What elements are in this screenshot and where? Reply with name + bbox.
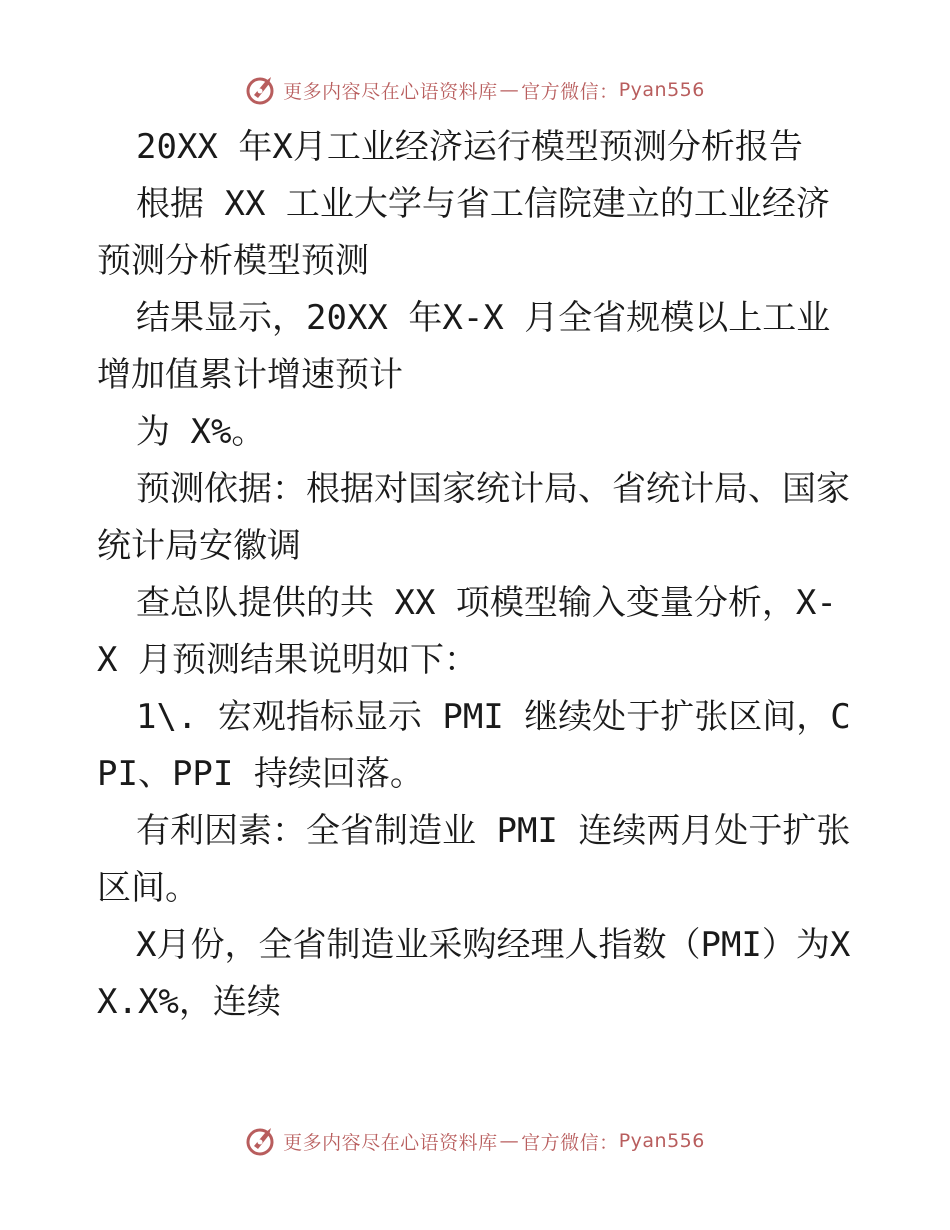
watermark-handle: Pyan556: [618, 1130, 705, 1152]
paragraph-pmi-detail: X月份，全省制造业采购经理人指数（PMI）为XX.X%，连续: [97, 925, 851, 1022]
report-title: 20XX 年X月工业经济运行模型预测分析报告: [136, 127, 803, 167]
paragraph-basis-continued: 查总队提供的共 XX 项模型输入变量分析，X-X 月预测结果说明如下：: [97, 583, 837, 680]
watermark-suffix: 官方微信：: [521, 80, 619, 103]
paragraph-favorable-factors: 有利因素：全省制造业 PMI 连续两月处于扩张区间。: [97, 811, 851, 908]
watermark-text: 更多内容尽在心语资料库: [283, 80, 498, 103]
pen-nib-circle-icon: [245, 1124, 279, 1158]
paragraph-model-intro: 根据 XX 工业大学与省工信院建立的工业经济预测分析模型预测: [97, 184, 830, 281]
paragraph-basis: 预测依据：根据对国家统计局、省统计局、国家统计局安徽调: [97, 469, 850, 566]
watermark-separator: —: [499, 79, 520, 101]
watermark-handle: Pyan556: [618, 79, 705, 101]
pen-nib-circle-icon: [245, 73, 279, 107]
document-body: [97, 119, 857, 1031]
paragraph-macro-indicators: 1\. 宏观指标显示 PMI 继续处于扩张区间，CPI、PPI 持续回落。: [97, 697, 851, 794]
paragraph-result: 结果显示，20XX 年X-X 月全省规模以上工业增加值累计增速预计: [97, 298, 831, 395]
watermark-separator: —: [499, 1130, 520, 1152]
watermark-suffix: 官方微信：: [521, 1131, 619, 1154]
watermark-header: [0, 70, 950, 110]
paragraph-result-value: 为 X%。: [136, 412, 266, 452]
watermark-footer: [0, 1121, 950, 1161]
watermark-text: 更多内容尽在心语资料库: [283, 1131, 498, 1154]
